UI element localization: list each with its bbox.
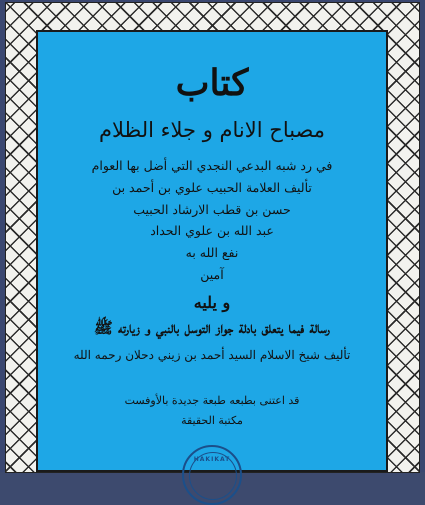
description-line: تأليف العلامة الحبيب علوي بن أحمد بن — [112, 180, 312, 195]
seal-text: HAKIKAT — [193, 456, 231, 463]
treatise-title: رسالة فيما يتعلق بادلة جواز التوسل بالنبي و زيارته ﷺ — [94, 318, 330, 337]
publisher-name: مكتبة الحقيقة — [181, 414, 243, 427]
description-line: نفع الله به — [185, 245, 239, 260]
book-title: كتاب — [175, 62, 249, 104]
description-line: في رد شبه البدعي النجدي التي أضل بها العوام — [91, 158, 333, 173]
treatise-author: تأليف شيخ الاسلام السيد أحمد بن زيني دحلان رحمه الله — [73, 348, 351, 362]
book-subtitle: مصباح الانام و جلاء الظلام — [98, 118, 326, 142]
publisher-seal-icon — [182, 445, 242, 505]
description-line: حسن بن قطب الارشاد الحبيب — [133, 202, 291, 217]
followed-by-label: و يليه — [193, 293, 231, 312]
title-panel — [36, 30, 388, 472]
edition-note: قد اعتنى بطبعه طبعة جديدة بالأوفست — [124, 394, 300, 407]
description-line: عبد الله بن علوي الحداد — [150, 223, 274, 238]
description-line: آمين — [200, 267, 224, 282]
